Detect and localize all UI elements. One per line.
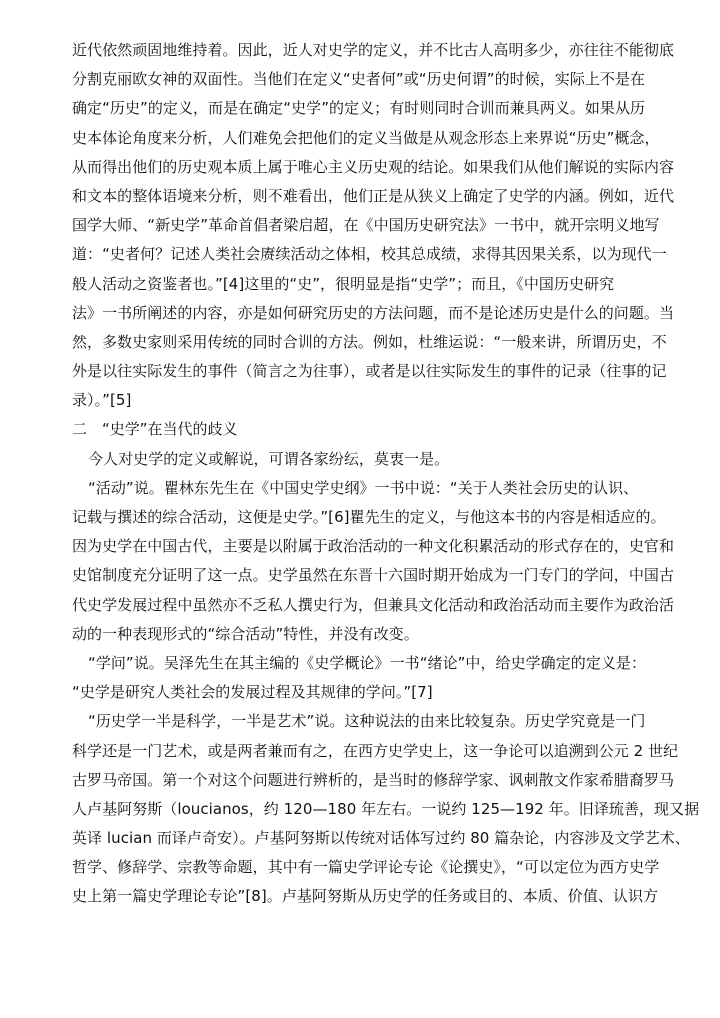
paragraph-2: [72, 449, 662, 469]
text-line: 人卢基阿努斯（loucianos，约 120—180 年左右。一说约 125—192 年。旧译琉善，现又据: [72, 799, 700, 818]
text-line: 因为史学在中国古代，主要是以附属于政治活动的一种文化积累活动的形式存在的，史官和: [72, 537, 675, 556]
text-line: 和文本的整体语境来分析，则不难看出，他们正是从狭义上确定了史学的内涵。例如，近代: [72, 186, 675, 205]
text-line: 今人对史学的定义或解说，可谓各家纷纭，莫衷一是。: [88, 449, 450, 468]
text-line: 从而得出他们的历史观本质上属于唯心主义历史观的结论。如果我们从他们解说的实际内容: [72, 157, 675, 176]
text-line: 科学还是一门艺术，或是两者兼而有之，在西方史学史上，这一争论可以追溯到公元 2 世纪: [72, 741, 679, 760]
section-heading: 二 “史学”在当代的歧义: [72, 420, 238, 439]
paragraph-4: [72, 653, 662, 702]
text-line: 道：“史者何？记述人类社会赓续活动之体相，校其总成绩，求得其因果关系，以为现代一: [72, 245, 667, 264]
text-line: “史学是研究人类社会的发展过程及其规律的学问。”[7]: [72, 683, 433, 702]
text-line: 古罗马帝国。第一个对这个问题进行辨析的，是当时的修辞学家、讽刺散文作家希腊裔罗马: [72, 770, 675, 789]
text-line: 录）。”[5]: [72, 391, 132, 410]
paragraph-5: [72, 711, 700, 906]
text-line: 分割克丽欧女神的双面性。当他们在定义“史者何”或“历史何谓”的时候，实际上不是在: [72, 70, 646, 89]
text-line: 近代依然顽固地维持着。因此，近人对史学的定义，并不比古人高明多少，亦往往不能彻底: [72, 41, 675, 59]
text-line: 史馆制度充分证明了这一点。史学虽然在东晋十六国时期开始成为一门专门的学问，中国古: [72, 566, 675, 585]
text-line: 英译 lucian 而译卢奇安）。卢基阿努斯以传统对话体写过约 80 篇杂论，内容涉及文学艺术、: [72, 829, 690, 848]
paragraph-1: [72, 40, 675, 410]
text-line: 般人活动之资鉴者也。”[4]这里的“史”，很明显是指“史学”；而且，《中国历史研究: [72, 274, 615, 293]
text-line: 史本体论角度来分析，人们难免会把他们的定义当做是从观念形态上来界说“历史”概念，: [72, 128, 660, 147]
text-line: “历史学一半是科学，一半是艺术”说。这种说法的由来比较复杂。历史学究竟是一门: [88, 712, 646, 731]
text-line: 史上第一篇史学理论专论”[8]。卢基阿努斯从历史学的任务或目的、本质、价值、认识方: [72, 887, 659, 906]
text-line: “学问”说。吴泽先生在其主编的《史学概论》一书“绪论”中，给史学确定的定义是：: [88, 653, 647, 672]
text-line: 法》一书所阐述的内容，亦是如何研究历史的方法问题，而不是论述历史是什么的问题。当: [72, 303, 675, 322]
text-line: 动的一种表现形式的“综合活动”特性，并没有改变。: [72, 624, 419, 643]
text-line: 确定“历史”的定义，而是在确定“史学”的定义；有时则同时合训而兼具两义。如果从历: [72, 99, 646, 118]
text-line: 外是以往实际发生的事件（简言之为往事），或者是以往实际发生的事件的记录（往事的记: [72, 362, 667, 381]
document-page: [72, 40, 700, 916]
text-line: 然，多数史家则采用传统的同时合训的方法。例如，杜维运说：“一般来讲，所谓历史，不: [72, 332, 667, 351]
text-line: 记载与撰述的综合活动，这便是史学。”[6]瞿先生的定义，与他这本书的内容是相适应的。: [72, 508, 666, 526]
paragraph-3: [72, 478, 675, 644]
text-line: 国学大师、“新史学”革命首倡者梁启超，在《中国历史研究法》一书中，就开宗明义地写: [72, 216, 660, 235]
text-line: 代史学发展过程中虽然亦不乏私人撰史行为，但兼具文化活动和政治活动而主要作为政治活: [72, 595, 675, 614]
text-line: “活动”说。瞿林东先生在《中国史学史纲》一书中说：“关于人类社会历史的认识、: [88, 478, 639, 497]
text-line: 哲学、修辞学、宗教等命题，其中有一篇史学评论专论《论撰史》，“可以定位为西方史学: [72, 858, 660, 877]
